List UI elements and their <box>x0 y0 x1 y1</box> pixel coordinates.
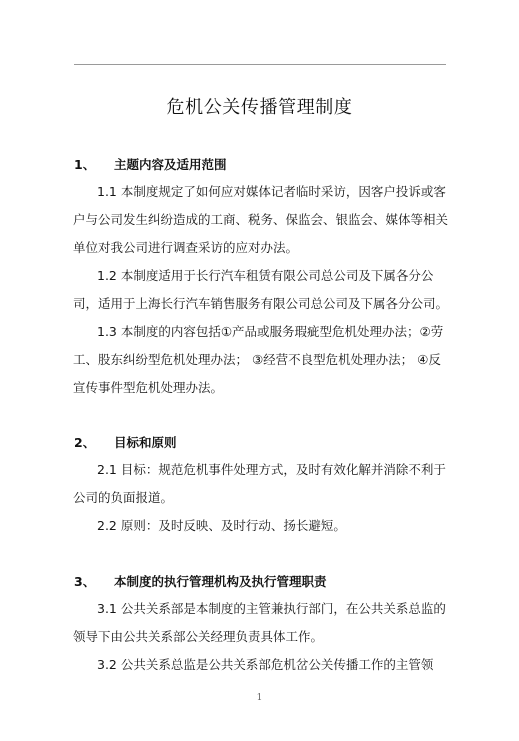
section-2-line-1: 2.1 目标：规范危机事件处理方式，及时有效化解并消除不利于 <box>97 462 446 477</box>
header-rule <box>74 64 446 65</box>
section-1-line-2: 户与公司发生纠纷造成的工商、税务、保监会、银监会、媒体等相关 <box>73 212 449 227</box>
section-3-line-2: 领导下由公共关系部公关经理负责具体工作。 <box>73 629 324 644</box>
section-1-title: 主题内容及适用范围 <box>114 157 227 172</box>
section-1-heading <box>74 155 227 173</box>
section-2-line-2: 公司的负面报道。 <box>73 490 174 505</box>
page-number: 1 <box>256 693 263 703</box>
section-1-line-3: 单位对我公司进行调查采访的应对办法。 <box>73 240 299 255</box>
section-1-number: 1、 <box>74 157 96 172</box>
document-title: 危机公关传播管理制度 <box>166 97 353 118</box>
section-3-title: 本制度的执行管理机构及执行管理职责 <box>114 574 327 589</box>
section-1-line-8: 宣传事件型危机处理办法。 <box>73 380 224 395</box>
section-2-heading <box>74 433 177 451</box>
section-1-line-1: 1.1 本制度规定了如何应对媒体记者临时采访，因客户投诉或客 <box>97 184 446 199</box>
section-2-line-3: 2.2 原则：及时反映、及时行动、扬长避短。 <box>97 518 346 533</box>
section-2-number: 2、 <box>74 435 96 450</box>
section-1-line-5: 司，适用于上海长行汽车销售服务有限公司总公司及下属各分公司。 <box>73 296 449 311</box>
section-1-line-7: 工、股东纠纷型危机处理办法； ③经营不良型危机处理办法； ④反 <box>73 352 441 367</box>
section-1-line-4: 1.2 本制度适用于长行汽车租赁有限公司总公司及下属各分公 <box>97 268 434 283</box>
section-3-heading <box>74 572 327 590</box>
section-3-line-1: 3.1 公共关系部是本制度的主管兼执行部门，在公共关系总监的 <box>97 601 446 616</box>
section-3-line-3: 3.2 公共关系总监是公共关系部危机岔公关传播工作的主管领 <box>97 657 434 672</box>
section-2-title: 目标和原则 <box>114 435 177 450</box>
section-1-line-6: 1.3 本制度的内容包括①产品或服务瑕疵型危机处理办法；②劳 <box>97 324 444 339</box>
section-3-number: 3、 <box>74 574 96 589</box>
